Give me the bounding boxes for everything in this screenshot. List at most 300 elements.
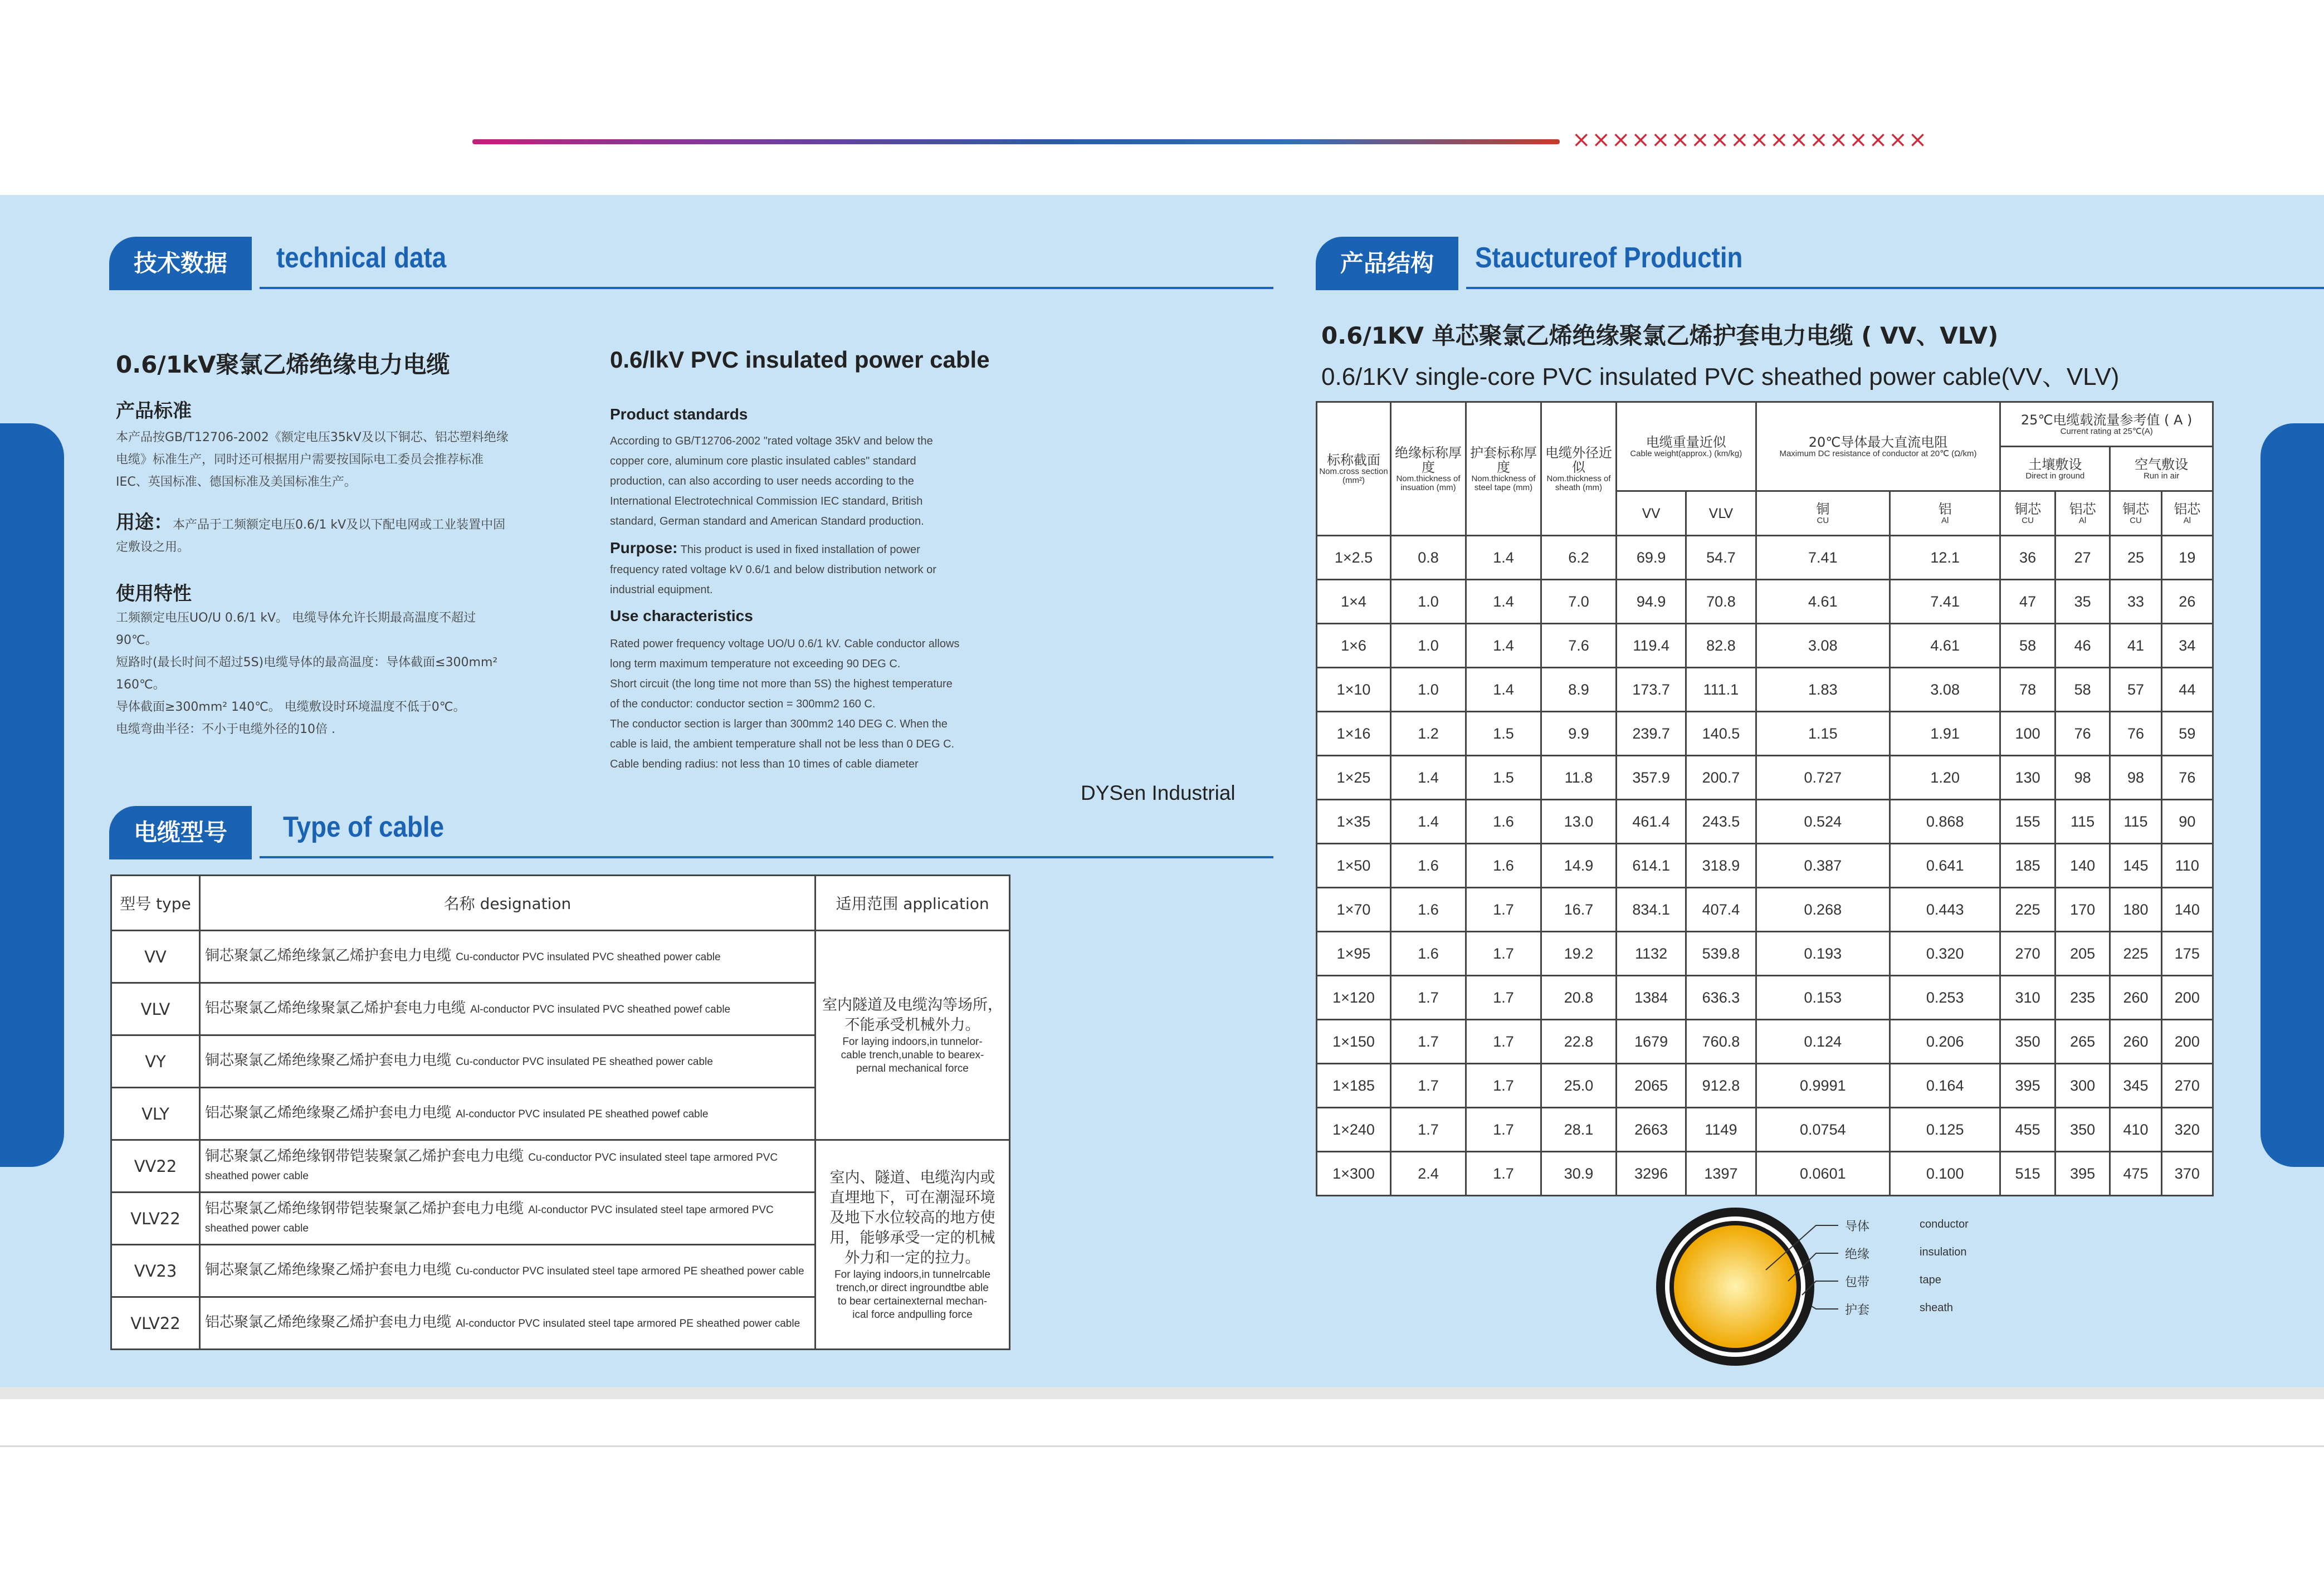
spec-cell: 1.5 [1466, 756, 1541, 800]
purpose-cn [116, 511, 505, 559]
spec-cell: 1.83 [1756, 668, 1890, 712]
h-text: 铝芯 [2069, 501, 2096, 517]
h-sub: Al [2078, 515, 2087, 525]
spec-cell: 14.9 [1541, 844, 1617, 888]
spec-cell: 155 [2000, 800, 2056, 844]
h-text: 土壤敷设 [2028, 456, 2082, 472]
spec-cell: 3296 [1617, 1152, 1686, 1196]
h-text: 铝 [1938, 501, 1952, 517]
spec-cell: 3.08 [1890, 668, 2000, 712]
spec-cell: 350 [2000, 1020, 2056, 1064]
designation [200, 1140, 816, 1193]
spec-cell: 1.15 [1756, 712, 1890, 756]
spec-cell: 539.8 [1686, 932, 1756, 976]
h-sub: Run in air [2144, 471, 2180, 481]
spec-row [1317, 624, 2213, 668]
spec-cell: 175 [2161, 932, 2213, 976]
designation-en: Al-conductor PVC insulated steel tape armored PE sheathed power cable [456, 1318, 800, 1330]
label-tape-en: tape [1920, 1274, 1941, 1286]
h-sub: Current rating at 25℃(A) [2060, 426, 2153, 436]
text-line: 室内、隧道、电缆沟内或 [829, 1169, 995, 1186]
designation [200, 1088, 816, 1140]
spec-cell: 1.20 [1890, 756, 2000, 800]
spec-cell: 1×120 [1317, 976, 1391, 1020]
spec-cell: 7.0 [1541, 580, 1617, 624]
spec-cell: 94.9 [1617, 580, 1686, 624]
spec-cell: 0.8 [1391, 536, 1466, 580]
text-line: 外力和一定的拉力。 [844, 1249, 980, 1267]
spec-cell: 0.206 [1890, 1020, 2000, 1064]
use-characteristics-en-title: Use characteristics [610, 607, 753, 624]
type-code: VLV22 [111, 1193, 200, 1245]
text-line: For laying indoors,in tunnelor- [842, 1035, 983, 1048]
spec-row [1317, 756, 2213, 800]
spec-cell: 1.7 [1466, 1108, 1541, 1152]
spec-cell: 912.8 [1686, 1064, 1756, 1108]
spec-cell: 11.8 [1541, 756, 1617, 800]
spec-cell: 119.4 [1617, 624, 1686, 668]
spec-cell: 318.9 [1686, 844, 1756, 888]
designation-cn: 铝芯聚氯乙烯绝缘聚乙烯护套电力电缆 [205, 1105, 452, 1121]
header-rule [260, 856, 1273, 858]
text-line: cable trench,unable to bearex- [841, 1049, 984, 1061]
spec-cell: 0.727 [1756, 756, 1890, 800]
designation-cn: 铝芯聚氯乙烯绝缘钢带铠装聚氯乙烯护套电力电缆 [205, 1200, 524, 1217]
spec-cell: 0.125 [1890, 1108, 2000, 1152]
spec-cell: 25.0 [1541, 1064, 1617, 1108]
spec-cell: 357.9 [1617, 756, 1686, 800]
spec-cell: 1.7 [1466, 888, 1541, 932]
spec-cell: 27 [2055, 536, 2110, 580]
text-line: 及地下水位较高的地方使 [829, 1209, 995, 1227]
spec-cell: 111.1 [1686, 668, 1756, 712]
spec-cell: 145 [2110, 844, 2161, 888]
table-row [111, 931, 1010, 983]
purpose-cn-title: 用途： [116, 511, 173, 534]
spec-cell: 205 [2055, 932, 2110, 976]
spec-cell: 115 [2110, 800, 2161, 844]
spec-cell: 82.8 [1686, 624, 1756, 668]
h-sub: CU [2130, 515, 2142, 525]
spec-cell: 13.0 [1541, 800, 1617, 844]
text-line: trench,or direct ingroundtbe able [836, 1282, 989, 1294]
spec-cell: 345 [2110, 1064, 2161, 1108]
spec-cell: 69.9 [1617, 536, 1686, 580]
spec-row [1317, 668, 2213, 712]
text-line: 电缆弯曲半径：不小于电缆外径的10倍 . [116, 722, 335, 736]
h-text: 空气敷设 [2135, 456, 2189, 472]
spec-cell: 16.7 [1541, 888, 1617, 932]
spec-title-en: 0.6/1KV single-core PVC insulated PVC sheathed power cable(VV、VLV) [1321, 363, 2120, 390]
spec-cell: 1×50 [1317, 844, 1391, 888]
h-text: 护套标称厚度 [1470, 444, 1537, 475]
h-sub: Nom.thickness of insuation (mm) [1396, 473, 1461, 492]
spec-cell: 1×6 [1317, 624, 1391, 668]
spec-cell: 1×10 [1317, 668, 1391, 712]
spec-cell: 54.7 [1686, 536, 1756, 580]
product-standard-cn-title: 产品标准 [116, 400, 192, 422]
text-line: of the conductor: conductor section = 300mm2 160 C. [610, 698, 876, 710]
spec-row [1317, 800, 2213, 844]
type-code: VLV [111, 983, 200, 1035]
header-rule [1466, 287, 2324, 289]
spec-cell: 140 [2055, 844, 2110, 888]
spec-cell: 7.41 [1756, 536, 1890, 580]
spec-cell: 395 [2000, 1064, 2056, 1108]
spec-cell: 1.7 [1391, 1108, 1466, 1152]
spec-cell: 243.5 [1686, 800, 1756, 844]
spec-cell: 1×150 [1317, 1020, 1391, 1064]
spec-cell: 0.320 [1890, 932, 2000, 976]
spec-cell: 19 [2161, 536, 2213, 580]
spec-cell: 44 [2161, 668, 2213, 712]
spec-cell: 455 [2000, 1108, 2056, 1152]
spec-cell: 185 [2000, 844, 2056, 888]
spec-cell: 1.6 [1391, 888, 1466, 932]
spec-cell: 46 [2055, 624, 2110, 668]
spec-cell: 475 [2110, 1152, 2161, 1196]
spec-cell: 1.7 [1391, 976, 1466, 1020]
spec-cell: 0.193 [1756, 932, 1890, 976]
spec-cell: 6.2 [1541, 536, 1617, 580]
cross-marks: ×××××××××××××××××× [1572, 127, 1928, 153]
h-sub: CU [1817, 515, 1829, 525]
h-sub: Maximum DC resistance of conductor at 20℃ (Ω/km) [1779, 448, 1977, 458]
text-line: 直埋地下，可在潮湿环境 [829, 1189, 995, 1206]
type-code: VV [111, 931, 200, 983]
use-characteristics-cn-title: 使用特性 [116, 583, 192, 605]
h-sub: Nom.thickness of sheath (mm) [1546, 473, 1611, 492]
spec-cell: 265 [2055, 1020, 2110, 1064]
h-text: 铜芯 [2014, 501, 2042, 517]
type-code: VLV22 [111, 1297, 200, 1350]
spec-cell: 410 [2110, 1108, 2161, 1152]
spec-cell: 260 [2110, 976, 2161, 1020]
h-al [1890, 491, 2000, 536]
h-text: 20℃导体最大直流电阻 [1808, 434, 1948, 450]
spec-cell: 57 [2110, 668, 2161, 712]
text-line: Cable bending radius: not less than 10 times of cable diameter [610, 758, 919, 770]
spec-cell: 614.1 [1617, 844, 1686, 888]
spec-cell: 2663 [1617, 1108, 1686, 1152]
spec-cell: 225 [2110, 932, 2161, 976]
spec-cell: 8.9 [1541, 668, 1617, 712]
spec-cell: 515 [2000, 1152, 2056, 1196]
text-line: standard, German standard and American Standard production. [610, 515, 924, 527]
h-text: 电缆外径近似 [1545, 444, 1612, 475]
text-line: 电缆》标准生产，同时还可根据用户需要按国际电工委员会推荐标准 [116, 453, 484, 467]
label-insulation-cn: 绝缘 [1845, 1248, 1870, 1262]
text-line: 不能承受机械外力。 [844, 1016, 980, 1034]
h-section [1317, 402, 1391, 536]
spec-cell: 0.641 [1890, 844, 2000, 888]
spec-cell: 22.8 [1541, 1020, 1617, 1064]
designation [200, 1193, 816, 1245]
spec-cell: 100 [2000, 712, 2056, 756]
text-line: industrial equipment. [610, 584, 713, 596]
col-header-application: 适用范围 application [816, 876, 1010, 931]
spec-cell: 7.41 [1890, 580, 2000, 624]
spec-cell: 0.387 [1756, 844, 1890, 888]
spec-cell: 260 [2110, 1020, 2161, 1064]
spec-cell: 1×35 [1317, 800, 1391, 844]
designation-en: Al-conductor PVC insulated PVC sheathed powef cable [470, 1004, 731, 1015]
spec-cell: 76 [2055, 712, 2110, 756]
spec-cell: 1.7 [1391, 1064, 1466, 1108]
spec-row [1317, 1020, 2213, 1064]
spec-row [1317, 1064, 2213, 1108]
cable-type-table [110, 874, 1010, 1350]
spec-cell: 760.8 [1686, 1020, 1756, 1064]
spec-cell: 170 [2055, 888, 2110, 932]
text-line: The conductor section is larger than 300mm2 140 DEG C. When the [610, 718, 948, 730]
type-code: VV23 [111, 1245, 200, 1297]
spec-cell: 200.7 [1686, 756, 1756, 800]
spec-cell: 0.9991 [1756, 1064, 1890, 1108]
spec-row [1317, 844, 2213, 888]
text-line: Short circuit (the long time not more than 5S) the highest temperature [610, 678, 953, 690]
spec-cell: 7.6 [1541, 624, 1617, 668]
text-line: to bear certainexternal mechan- [837, 1295, 988, 1307]
text-line: 室内隧道及电缆沟等场所， [822, 996, 1003, 1014]
spec-cell: 78 [2000, 668, 2056, 712]
spec-cell: 110 [2161, 844, 2213, 888]
spec-row [1317, 1108, 2213, 1152]
spec-cell: 30.9 [1541, 1152, 1617, 1196]
spec-cell: 0.524 [1756, 800, 1890, 844]
spec-cell: 1.6 [1466, 844, 1541, 888]
spec-cell: 58 [2055, 668, 2110, 712]
spec-cell: 115 [2055, 800, 2110, 844]
h-air-al [2161, 491, 2213, 536]
h-current-rating [2000, 402, 2213, 447]
spec-cell: 1.6 [1466, 800, 1541, 844]
spec-cell: 834.1 [1617, 888, 1686, 932]
text-line: 90℃。 [116, 633, 158, 647]
text-line: frequency rated voltage kV 0.6/1 and below distribution network or [610, 564, 936, 576]
text-line: This product is used in fixed installation of power [680, 544, 920, 556]
structure-header-cn: 产品结构 [1316, 237, 1458, 290]
technical-data-header-cn: 技术数据 [109, 237, 252, 290]
purpose-en-title: Purpose: [610, 539, 678, 556]
spec-cell: 33 [2110, 580, 2161, 624]
header-rule [260, 287, 1273, 289]
spec-cell: 1.91 [1890, 712, 2000, 756]
use-characteristics-cn-text [116, 607, 497, 741]
spec-title-cn: 0.6/1KV 单芯聚氯乙烯绝缘聚氯乙烯护套电力电缆 ( VV、VLV) [1321, 322, 1999, 349]
designation-cn: 铝芯聚氯乙烯绝缘聚乙烯护套电力电缆 [205, 1314, 452, 1331]
spec-cell: 3.08 [1756, 624, 1890, 668]
spec-cell: 461.4 [1617, 800, 1686, 844]
spec-cell: 1×2.5 [1317, 536, 1391, 580]
h-text: 绝缘标称厚度 [1395, 444, 1462, 475]
spec-header-row [1317, 402, 2213, 447]
spec-cell: 70.8 [1686, 580, 1756, 624]
h-tape [1466, 402, 1541, 536]
text-line: ical force andpulling force [852, 1308, 973, 1321]
spec-cell: 25 [2110, 536, 2161, 580]
label-sheath-en: sheath [1920, 1302, 1954, 1314]
cable-title-cn: 0.6/1kV聚氯乙烯绝缘电力电缆 [116, 351, 450, 378]
type-of-cable-header [109, 806, 1162, 859]
technical-data-header-en: technical data [276, 242, 447, 274]
text-line: long term maximum temperature not exceeding 90 DEG C. [610, 658, 901, 670]
table-row [111, 1140, 1010, 1193]
spec-cell: 1.0 [1391, 580, 1466, 624]
text-line: 定敷设之用。 [116, 540, 190, 554]
spec-cell: 2065 [1617, 1064, 1686, 1108]
h-text: 标称截面 [1327, 452, 1380, 468]
spec-cell: 34 [2161, 624, 2213, 668]
spec-cell: 98 [2055, 756, 2110, 800]
spec-cell: 76 [2161, 756, 2213, 800]
designation-en: Al-conductor PVC insulated steel tape armored PVC sheathed power cable [205, 1204, 774, 1234]
spec-cell: 1×95 [1317, 932, 1391, 976]
spec-cell: 4.61 [1890, 624, 2000, 668]
text-line: According to GB/T12706-2002 "rated voltage 35kV and below the [610, 435, 933, 447]
designation-en: Cu-conductor PVC insulated steel tape armored PE sheathed power cable [456, 1265, 804, 1277]
spec-cell: 1.4 [1466, 668, 1541, 712]
spec-row [1317, 888, 2213, 932]
h-resistance [1756, 402, 2000, 491]
col-header-type: 型号 type [111, 876, 200, 931]
spec-cell: 1.4 [1466, 580, 1541, 624]
spec-cell: 0.124 [1756, 1020, 1890, 1064]
text-line: production, can also according to user needs according to the [610, 475, 914, 487]
designation-en: Cu-conductor PVC insulated steel tape armored PVC sheathed power cable [205, 1151, 778, 1182]
spec-cell: 0.0601 [1756, 1152, 1890, 1196]
h-sub: Direct in ground [2025, 471, 2085, 481]
spec-cell: 19.2 [1541, 932, 1617, 976]
spec-cell: 320 [2161, 1108, 2213, 1152]
right-side-tab [2260, 423, 2324, 1167]
h-sub: Cable weight(approx.) (km/kg) [1630, 448, 1742, 458]
h-text: 电缆重量近似 [1646, 434, 1726, 450]
spec-cell: 98 [2110, 756, 2161, 800]
spec-cell: 1149 [1686, 1108, 1756, 1152]
spec-cell: 1.7 [1391, 1020, 1466, 1064]
spec-cell: 1.7 [1466, 1064, 1541, 1108]
spec-cell: 20.8 [1541, 976, 1617, 1020]
spec-cell: 58 [2000, 624, 2056, 668]
designation-cn: 铝芯聚氯乙烯绝缘聚氯乙烯护套电力电缆 [205, 1000, 466, 1017]
text-line: pernal mechanical force [856, 1062, 969, 1074]
spec-cell: 4.61 [1756, 580, 1890, 624]
designation [200, 1297, 816, 1350]
product-standard-cn-text [116, 427, 509, 493]
designation-en: Cu-conductor PVC insulated PVC sheathed power cable [456, 951, 721, 963]
type-code: VLY [111, 1088, 200, 1140]
product-standards-en-title: Product standards [610, 405, 748, 423]
h-vlv: VLV [1686, 491, 1756, 536]
designation-cn: 铜芯聚氯乙烯绝缘聚乙烯护套电力电缆 [205, 1262, 452, 1278]
spec-cell: 1.5 [1466, 712, 1541, 756]
spec-cell: 1×70 [1317, 888, 1391, 932]
spec-cell: 1.7 [1466, 932, 1541, 976]
h-air-cu [2110, 491, 2161, 536]
text-line: 导体截面≥300mm² 140℃。 电缆敷设时环境温度不低于0℃。 [116, 700, 466, 714]
spec-cell: 1.6 [1391, 932, 1466, 976]
spec-cell: 1.7 [1466, 1152, 1541, 1196]
h-ground-cu [2000, 491, 2056, 536]
spec-cell: 370 [2161, 1152, 2213, 1196]
h-insulation [1391, 402, 1466, 536]
spec-cell: 200 [2161, 1020, 2213, 1064]
conductor-core [1674, 1225, 1796, 1348]
designation [200, 931, 816, 983]
spec-cell: 1×185 [1317, 1064, 1391, 1108]
spec-cell: 310 [2000, 976, 2056, 1020]
h-sub: Al [2183, 515, 2191, 525]
spec-cell: 2.4 [1391, 1152, 1466, 1196]
type-code: VY [111, 1035, 200, 1088]
h-ground [2000, 447, 2110, 491]
spec-cell: 76 [2110, 712, 2161, 756]
type-of-cable-header-en: Type of cable [283, 811, 445, 843]
spec-cell: 1×25 [1317, 756, 1391, 800]
spec-cell: 35 [2055, 580, 2110, 624]
text-line: Rated power frequency voltage UO/U 0.6/1 kV. Cable conductor allows [610, 638, 960, 650]
spec-cell: 1×300 [1317, 1152, 1391, 1196]
spec-row [1317, 580, 2213, 624]
h-sub: Nom.thickness of steel tape (mm) [1471, 473, 1536, 492]
spec-cell: 1397 [1686, 1152, 1756, 1196]
spec-cell: 41 [2110, 624, 2161, 668]
h-text: 铜芯 [2122, 501, 2149, 517]
text-line: 本产品按GB/T12706-2002《额定电压35kV及以下铜芯、铝芯塑料绝缘 [116, 431, 509, 444]
text-line: 工频额定电压UO/U 0.6/1 kV。 电缆导体允许长期最高温度不超过 [116, 611, 476, 625]
table-header-row [111, 876, 1010, 931]
spec-cell: 28.1 [1541, 1108, 1617, 1152]
spec-cell: 173.7 [1617, 668, 1686, 712]
structure-header-en: Stauctureof Productin [1475, 242, 1743, 274]
spec-cell: 1.0 [1391, 668, 1466, 712]
spec-cell: 1384 [1617, 976, 1686, 1020]
h-sub: Al [1941, 515, 1949, 525]
spec-cell: 47 [2000, 580, 2056, 624]
spec-cell: 239.7 [1617, 712, 1686, 756]
h-text: 25℃电缆载流量参考值 ( A ) [2020, 412, 2193, 428]
application-indoor [816, 931, 1010, 1140]
spec-cell: 59 [2161, 712, 2213, 756]
technical-data-header [109, 237, 1162, 290]
spec-cell: 1679 [1617, 1020, 1686, 1064]
color-gradient-bar [472, 139, 1560, 144]
spec-cell: 1.2 [1391, 712, 1466, 756]
spec-cell: 1.4 [1391, 800, 1466, 844]
designation-en: Cu-conductor PVC insulated PE sheathed power cable [456, 1056, 713, 1068]
spec-cell: 9.9 [1541, 712, 1617, 756]
purpose-en [610, 538, 936, 600]
label-insulation-en: insulation [1920, 1246, 1967, 1258]
h-text: 铜 [1816, 501, 1830, 517]
text-line: 本产品于工频额定电压0.6/1 kV及以下配电网或工业装置中固 [173, 518, 506, 532]
spec-cell: 0.153 [1756, 976, 1890, 1020]
text-line: IEC、英国标准、德国标准及美国标准生产。 [116, 475, 357, 489]
spec-row [1317, 712, 2213, 756]
spec-cell: 0.0754 [1756, 1108, 1890, 1152]
col-header-designation: 名称 designation [200, 876, 816, 931]
spec-table [1316, 401, 2214, 1196]
text-line: 用，能够承受一定的机械 [829, 1229, 995, 1247]
spec-cell: 1.4 [1391, 756, 1466, 800]
brand-watermark: DYSen Industrial [1081, 781, 1236, 804]
spec-cell: 140 [2161, 888, 2213, 932]
spec-cell: 90 [2161, 800, 2213, 844]
spec-cell: 270 [2000, 932, 2056, 976]
spec-cell: 130 [2000, 756, 2056, 800]
left-side-tab [0, 423, 64, 1167]
